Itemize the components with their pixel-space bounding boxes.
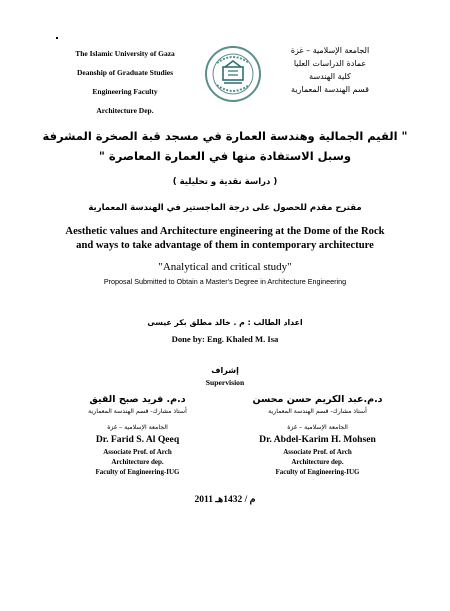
- arabic-header: [275, 44, 385, 96]
- supervisor-title-ar: أستاذ مشارك- قسم الهندسة المعمارية: [88, 408, 187, 415]
- department-name-ar: قسم الهندسة المعمارية: [291, 85, 369, 94]
- supervisor-title-en: Associate Prof. of Arch: [283, 448, 352, 456]
- supervisor-name-ar: د.م.عبد الكريم حسن محسن: [252, 394, 383, 405]
- done-by-en: Done by: Eng. Khaled M. Isa: [171, 334, 279, 344]
- proposal-statement-en: Proposal Submitted to Obtain a Master's Degree in Architecture Engineering: [103, 277, 347, 286]
- supervisor-name-ar: د.م. فريد صبح القيق: [89, 394, 186, 405]
- faculty-name-ar: كلية الهندسة: [309, 72, 351, 81]
- thesis-title-en-line2: and ways to take advantage of them in contemporary architecture: [76, 240, 374, 251]
- supervisor-title-en: Associate Prof. of Arch: [103, 448, 172, 456]
- university-seal-icon: [204, 45, 262, 103]
- thesis-title-ar-line1: " القيم الجمالية وهندسة العمارة في مسجد قبة الصخرة المشرفة: [42, 129, 408, 143]
- corner-mark: [56, 37, 58, 39]
- done-by-ar: اعداد الطالب : م . خالد مطلق بكر عيسى: [147, 318, 303, 327]
- thesis-title-ar-line2: وسبل الاستفادة منها في العمارة المعاصرة ": [98, 149, 352, 163]
- faculty-name-en: Engineering Faculty: [92, 87, 158, 96]
- supervisor-name-en: Dr. Farid S. Al Qeeq: [95, 434, 180, 445]
- supervisor-university-ar: الجامعة الإسلامية – غزة: [287, 424, 348, 431]
- proposal-statement-ar: مقترح مقدم للحصول على درجة الماجستير في الهندسة المعمارية: [88, 203, 362, 213]
- supervisor-name-en: Dr. Abdel-Karim H. Mohsen: [259, 434, 376, 445]
- supervisor-department-en: Architecture dep.: [291, 458, 344, 466]
- supervisor-department-en: Architecture dep.: [111, 458, 164, 466]
- study-type-ar: ( دراسة نقدية و تحليلية ): [172, 177, 278, 187]
- thesis-title-ar: [40, 126, 410, 166]
- supervision-heading-en: Supervision: [205, 378, 245, 387]
- supervisor-right: [230, 392, 405, 477]
- submission-date: 2011 م / 1432هـ: [194, 495, 256, 505]
- supervisor-faculty-en: Faculty of Engineering-IUG: [95, 468, 180, 476]
- thesis-title-en-line1: Aesthetic values and Architecture engineering at the Dome of the Rock: [65, 226, 385, 237]
- supervisor-title-ar: أستاذ مشارك- قسم الهندسة المعمارية: [268, 408, 367, 415]
- university-name-ar: الجامعة الإسلامية – غزة: [290, 46, 370, 55]
- english-header: [60, 44, 190, 120]
- supervision-heading-ar: إشراف: [211, 366, 239, 375]
- supervisor-faculty-en: Faculty of Engineering-IUG: [275, 468, 360, 476]
- thesis-title-en: [20, 225, 430, 253]
- supervisor-university-ar: الجامعة الإسلامية – غزة: [107, 424, 168, 431]
- university-name-en: The Islamic University of Gaza: [75, 49, 175, 58]
- deanship-name-ar: عمادة الدراسات العليا: [293, 59, 367, 68]
- study-type-en: "Analytical and critical study": [158, 261, 292, 273]
- deanship-name-en: Deanship of Graduate Studies: [76, 68, 174, 77]
- supervisor-left: [50, 392, 225, 477]
- department-name-en: Architecture Dep.: [96, 106, 154, 115]
